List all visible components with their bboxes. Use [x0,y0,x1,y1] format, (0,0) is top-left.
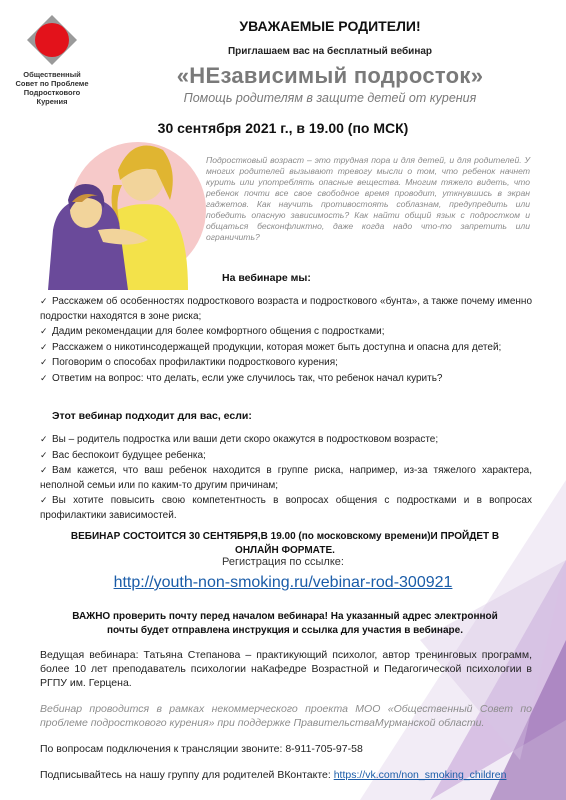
important-notice: ВАЖНО проверить почту перед началом вебинара! На указанный адрес электронной почты будет отправлена инструкция и ссылка для участия в вебинаре. [72,611,498,636]
host-paragraph: Ведущая вебинара: Татьяна Степанова – практикующий психолог, автор тренинговых программ, более 10 лет преподаватель психологии наКафедре Возрастной и Педагогической психологии в РГПУ им. Герцена. [40,649,532,689]
check-icon: ✓ [40,495,48,505]
subscribe-text: Подписывайтесь на нашу группу для родителей ВКонтакте: [40,769,334,781]
webinar-subtitle: Помощь родителям в защите детей от курения [183,91,477,105]
intro-paragraph: Подростковый возраст – это трудная пора и для детей, и для родителей. У многих родителей вызывают тревогу мысли о том, что ребенок начнет курить или употреблять опасные вещества. Многим тяжело видеть, что ребенок почти все свое свободное время проводит, уткнувшись в экран гаджетов. Как научить противостоять соблазнам, предупредить или победить опасную зависимость? Как найти общий язык с подростком и общаться бесконфликтно, даже когда надо что-то запретить или ограничить? [206,155,530,242]
webinar-title: «НЕзависимый подросток» [176,63,484,88]
fit-criteria-list [40,432,532,523]
announcement: ВЕБИНАР СОСТОИТСЯ 30 СЕНТЯБРЯ,В 19.00 (по московскому времени)И ПРОЙДЕТ В ОНЛАЙН ФОРМАТЕ. [70,531,500,556]
list-item: ✓ Дадим рекомендации для более комфортного общения с подростками; [40,326,385,337]
header [130,18,530,105]
check-icon: ✓ [40,296,48,306]
contact-line: По вопросам подключения к трансляции звоните: 8-911-705-97-58 [40,743,363,755]
list-item: ✓ Ответим на вопрос: что делать, если уже случилось так, что ребенок начал курить? [40,372,443,384]
parent-hugging-teen-illustration [38,130,208,290]
list-item: ✓ Поговорим о способах профилактики подросткового курения; [40,357,338,368]
check-icon: ✓ [40,372,48,383]
org-logo [14,14,90,106]
check-icon: ✓ [40,449,48,460]
registration-link[interactable]: http://youth-non-smoking.ru/vebinar-rod-300921 [113,574,453,591]
check-icon: ✓ [40,341,48,352]
list-item: ✓ Вы – родитель подростка или ваши дети скоро окажутся в подростковом возрасте; [40,434,439,445]
logo-text: Общественный Совет по Проблеме Подросткового Курения [15,70,89,106]
subscribe-line [40,768,532,782]
list-item: ✓ Вы хотите повысить свою компетентность в вопросах общения с подростками и в вопросах профилактики зависимостей. [40,495,532,521]
check-icon: ✓ [40,465,48,475]
invite-text: Приглашаем вас на бесплатный вебинар [227,46,433,57]
check-icon: ✓ [40,326,48,336]
project-paragraph: Вебинар проводится в рамках некоммерческого проекта МОО «Общественный Совет по проблеме подросткового курения» при поддержке ПравительстваМурманской области. [40,703,532,729]
webinar-section-heading: На вебинаре мы: [222,272,311,284]
list-item: ✓ Вас беспокоит будущее ребенка; [40,449,206,461]
webinar-date: 30 сентября 2021 г., в 19.00 (по МСК) [157,120,409,136]
list-item: ✓ Расскажем о никотинсодержащей продукции, которая может быть доступна и опасна для детей; [40,341,502,353]
check-icon: ✓ [40,434,48,444]
registration-label: Регистрация по ссылке: [222,556,344,568]
fit-section-heading: Этот вебинар подходит для вас, если: [52,410,252,422]
list-item: ✓ Расскажем об особенностях подросткового возраста и подросткового «бунта», а также почему именно подростки находятся в зоне риска; [40,296,532,322]
check-icon: ✓ [40,357,48,367]
list-item: ✓ Вам кажется, что ваш ребенок находится в группе риска, например, из-за тяжелого характера, неполной семьи или по каким-то другим причинам; [40,465,532,491]
vk-group-link[interactable]: https://vk.com/non_smoking_children [333,769,507,781]
logo-diamond-icon [26,14,78,66]
webinar-topics-list [40,294,532,386]
greeting-heading: УВАЖАЕМЫЕ РОДИТЕЛИ! [239,18,421,34]
